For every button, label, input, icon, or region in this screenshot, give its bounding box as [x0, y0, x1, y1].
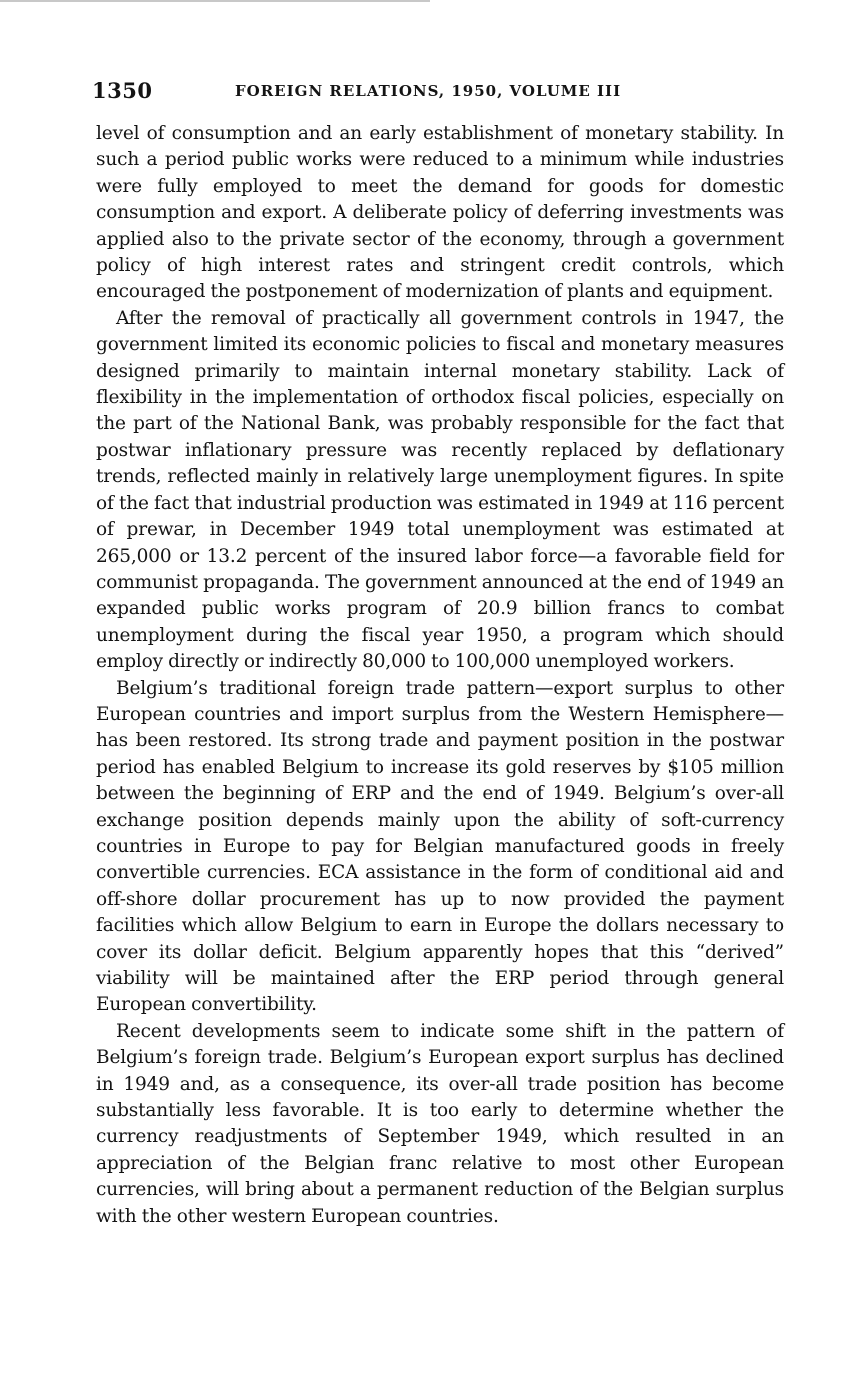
paragraph-recent-developments: Recent developments seem to indicate some shift in the pattern of Belgium’s foreign trade. Belgium’s European export surplus has declined in 1949 and, as a consequence, its over-all trade position has become substantially less favorable. It is too early to determine whether the currency readjustments of September 1949, which resulted in an appreciation of the Belgian franc relative to most other European currencies, will bring about a permanent reduction of the Belgian surplus with the other western European countries.: [96, 1020, 784, 1227]
running-head: FOREIGN RELATIONS, 1950, VOLUME III: [235, 82, 622, 100]
paragraph-trade-pattern: Belgium’s traditional foreign trade pattern—export surplus to other European countries and import surplus from the Western Hemisphere—has been restored. Its strong trade and payment position in the postwar period has enabled Belgium to increase its gold reserves by $105 million between the beginning of ERP and the end of 1949. Belgium’s over-all exchange position depends mainly upon the ability of soft-currency countries in Europe to pay for Belgian manufactured goods in freely convertible currencies. ECA assistance in the form of conditional aid and off-shore dollar procurement has up to now provided the payment facilities which allow Belgium to earn in Europe the dollars necessary to cover its dollar deficit. Belgium apparently hopes that this “derived” viability will be maintained after the ERP period through general European convertibility.: [96, 677, 784, 1016]
paragraph-continuation: level of consumption and an early establishment of monetary stability. In such a period public works were reduced to a minimum while industries were fully employed to meet the demand for goods for domestic consumption and export. A deliberate policy of deferring investments was applied also to the private sector of the economy, through a government policy of high interest rates and stringent credit controls, which encouraged the postponement of modernization of plants and equipment.: [96, 123, 784, 303]
paragraph-government-controls: After the removal of practically all government controls in 1947, the government limited its economic policies to fiscal and monetary measures designed primarily to maintain internal monetary stability. Lack of flexibility in the implementation of orthodox fiscal policies, especially on the part of the National Bank, was probably responsible for the fact that postwar inflationary pressure was recently replaced by deflationary trends, reflected mainly in relatively large unemployment figures. In spite of the fact that industrial production was estimated in 1949 at 116 percent of prewar, in December 1949 total unemployment was estimated at 265,000 or 13.2 percent of the insured labor force—a favorable field for communist propaganda. The government announced at the end of 1949 an expanded public works program of 20.9 billion francs to combat unemployment during the fiscal year 1950, a program which should employ directly or indirectly 80,000 to 100,000 unemployed workers.: [96, 307, 784, 673]
page-number: 1350: [92, 78, 153, 103]
page-header: [92, 78, 792, 108]
body-text: [96, 121, 784, 1230]
top-rule: [0, 0, 430, 2]
